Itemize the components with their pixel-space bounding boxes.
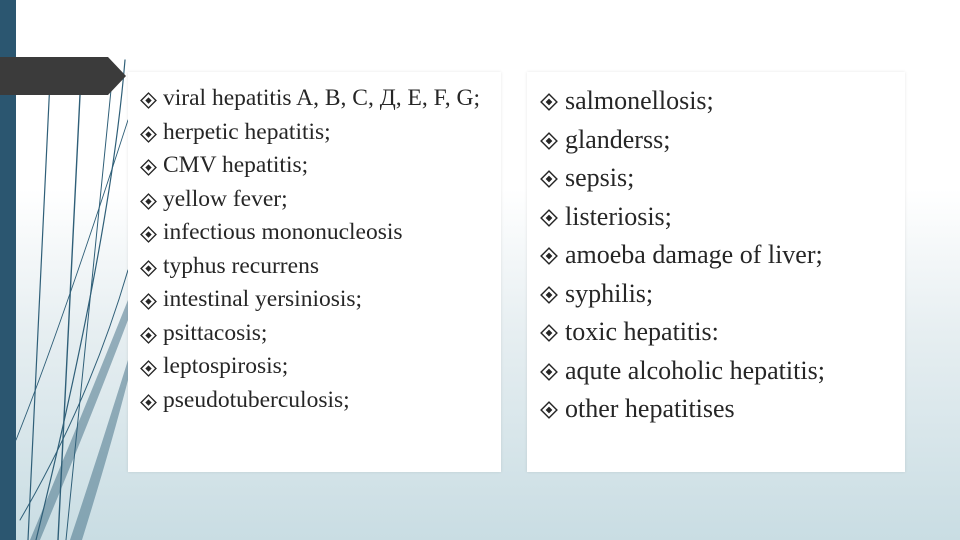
- list-item: [137, 216, 497, 250]
- right-bullet-list: [537, 82, 905, 429]
- list-item-text: listeriosis;: [565, 201, 672, 231]
- list-item: [137, 183, 497, 217]
- diamond-icon: [140, 92, 157, 109]
- list-item-text: glanderss;: [565, 124, 671, 154]
- diamond-icon: [540, 132, 558, 150]
- diamond-icon: [540, 209, 558, 227]
- diamond-icon: [140, 293, 157, 310]
- list-item-text: viral hepatitis A, B, C, Д, E, F, G;: [163, 85, 481, 111]
- list-item-text: infectious mononucleosis: [163, 219, 403, 245]
- list-item-text: leptospirosis;: [163, 353, 289, 379]
- list-item: [537, 121, 905, 160]
- list-item: [537, 236, 905, 275]
- diamond-icon: [540, 247, 558, 265]
- list-item-text: sepsis;: [565, 163, 635, 192]
- diamond-icon: [140, 394, 157, 411]
- list-item-text: pseudotuberculosis;: [163, 386, 350, 413]
- list-item-text: herpetic hepatitis;: [163, 118, 331, 145]
- list-item: [537, 313, 905, 352]
- list-item-text: toxic hepatitis:: [565, 317, 719, 346]
- list-item-text: aqute alcoholic hepatitis;: [565, 355, 825, 385]
- list-item: [137, 317, 497, 351]
- list-item: [137, 149, 497, 183]
- diamond-icon: [540, 170, 558, 188]
- diamond-icon: [140, 193, 157, 210]
- list-item-text: other hepatitises: [565, 394, 735, 423]
- list-item-text: yellow fever;: [163, 185, 288, 212]
- list-item: [537, 198, 905, 237]
- list-item: [537, 275, 905, 314]
- right-content-panel: [527, 72, 905, 472]
- diamond-icon: [540, 324, 558, 342]
- diamond-icon: [140, 260, 157, 277]
- list-item: [137, 250, 497, 284]
- list-item-text: CMV hepatitis;: [163, 152, 309, 178]
- left-content-panel: [128, 72, 501, 472]
- diamond-icon: [540, 286, 558, 304]
- diamond-icon: [540, 363, 558, 381]
- diamond-icon: [140, 126, 157, 143]
- title-tab: [0, 57, 126, 95]
- left-bullet-list: [137, 82, 497, 417]
- diamond-icon: [540, 401, 558, 419]
- list-item: [137, 283, 497, 317]
- list-item-text: psittacosis;: [163, 319, 268, 346]
- list-item-text: amoeba damage of liver;: [565, 240, 823, 269]
- list-item: [137, 116, 497, 150]
- diamond-icon: [140, 159, 157, 176]
- list-item: [137, 350, 497, 384]
- list-item: [137, 82, 497, 116]
- diamond-icon: [140, 226, 157, 243]
- diamond-icon: [540, 93, 558, 111]
- diamond-icon: [140, 327, 157, 344]
- list-item: [537, 390, 905, 429]
- list-item: [137, 384, 497, 418]
- list-item: [537, 352, 905, 391]
- list-item-text: syphilis;: [565, 278, 654, 308]
- list-item-text: salmonellosis;: [565, 86, 714, 115]
- diamond-icon: [140, 360, 157, 377]
- list-item-text: intestinal yersiniosis;: [163, 286, 363, 312]
- list-item: [537, 159, 905, 198]
- list-item-text: typhus recurrens: [163, 252, 319, 279]
- list-item: [537, 82, 905, 121]
